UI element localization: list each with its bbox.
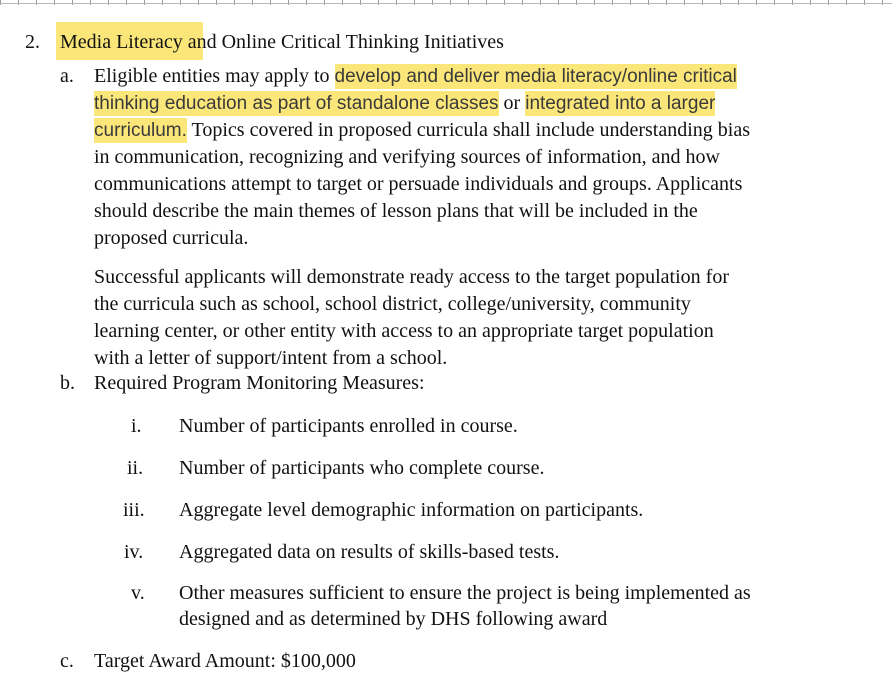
item-a-para2-line-4: with a letter of support/intent from a school.	[94, 347, 448, 369]
measure-marker: ii.	[127, 457, 144, 479]
measure-marker: i.	[131, 415, 142, 437]
item-a-para2-line-3: learning center, or other entity with access to an appropriate target population	[94, 320, 714, 342]
measure-item: Aggregated data on results of skills-based tests.	[179, 541, 560, 563]
section-title-rest: and Online Critical Thinking Initiatives	[182, 31, 504, 53]
section-title	[60, 29, 504, 55]
item-a-line-2-highlight-2: integrated into a larger	[525, 93, 716, 114]
measure-item-continued: designed and as determined by DHS following award	[179, 608, 608, 630]
item-a-line-6: should describe the main themes of lesson plans that will be included in the	[94, 200, 698, 222]
section-number: 2.	[25, 31, 40, 53]
item-a-line-3-text: Topics covered in proposed curricula shall include understanding bias	[186, 119, 750, 141]
section-title-highlight: Media Literacy	[60, 31, 183, 53]
measure-marker: iv.	[124, 541, 144, 563]
measure-marker: iii.	[123, 499, 145, 521]
measure-item: Other measures sufficient to ensure the project is being implemented as	[179, 582, 751, 604]
measure-item: Number of participants enrolled in course.	[179, 415, 518, 437]
item-a-line-5: communications attempt to target or persuade individuals and groups. Applicants	[94, 173, 743, 195]
measure-item: Aggregate level demographic information on participants.	[179, 499, 644, 521]
measure-item: Number of participants who complete course.	[179, 457, 545, 479]
item-a-line-1	[94, 63, 737, 90]
item-b-marker: b.	[60, 372, 75, 394]
item-a-line-7: proposed curricula.	[94, 227, 249, 249]
item-a-line-2-text: or	[498, 92, 526, 114]
item-a-line-2	[94, 90, 715, 117]
item-a-marker: a.	[60, 65, 74, 87]
measure-marker: v.	[131, 582, 145, 604]
item-a-line-1-text: Eligible entities may apply to	[94, 65, 335, 87]
item-a-line-1-highlight: develop and deliver media literacy/online critical	[334, 66, 737, 87]
item-a-line-3	[94, 117, 750, 144]
item-a-line-3-highlight: curriculum.	[94, 120, 187, 141]
item-a-line-4: in communication, recognizing and verifying sources of information, and how	[94, 146, 720, 168]
target-award-amount: Target Award Amount: $100,000	[94, 650, 356, 672]
item-a-para2-line-2: the curricula such as school, school district, college/university, community	[94, 293, 691, 315]
item-a-line-2-highlight: thinking education as part of standalone classes	[94, 93, 499, 114]
item-c-marker: c.	[60, 650, 74, 672]
item-a-para2-line-1: Successful applicants will demonstrate ready access to the target population for	[94, 266, 729, 288]
item-b-title: Required Program Monitoring Measures:	[94, 372, 425, 394]
